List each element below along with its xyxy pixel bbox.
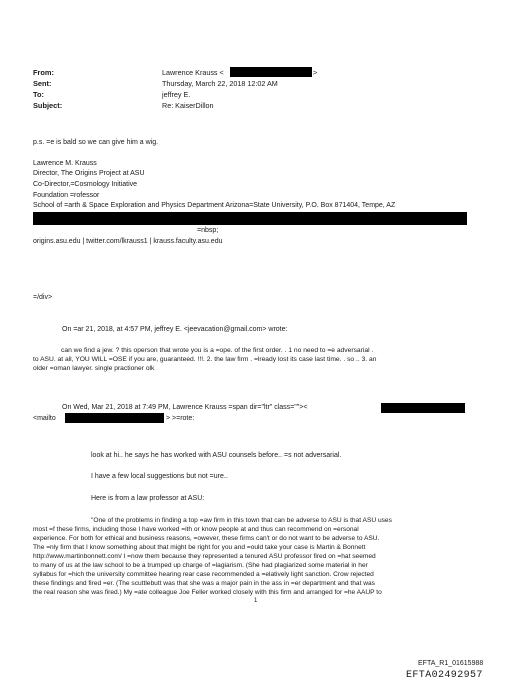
- quote1-body: [33, 346, 376, 373]
- quote-paragraph-line: "One of the problems in finding a top =aw firm in this town that can be adverse to ASU is that ASU uses: [91, 517, 392, 524]
- quote2-mailto-end: > >=rote:: [166, 415, 195, 422]
- quote-paragraph-line: the real reason she was fired.) My =ate colleague Joe Feller worked closely with this firm and arranged for =he AAUP to: [33, 589, 382, 596]
- signature-nbsp: =nbsp;: [197, 227, 219, 234]
- quote-paragraph-line: these findings and fired =er. (The scuttlebutt was that she was a major pain in the ass in =er department and that was: [33, 580, 375, 587]
- quote-paragraph-line: experience. For both for ethical and business reasons, =owever, these firms can't or do not want to be adverse to ASU.: [33, 535, 380, 542]
- body-line-1: look at hi.. he says he has worked with ASU counsels before.. =s not adversarial.: [91, 452, 342, 459]
- body-line-3: Here is from a law professor at ASU:: [91, 495, 205, 502]
- redaction-box: [33, 212, 467, 225]
- redaction-box: [381, 403, 465, 413]
- quote-paragraph-line: http://www.martinbonnett.com/ I =now them because they represented a tenured ASU professor fired on =hat seemed: [33, 553, 376, 560]
- from-value: Lawrence Krauss <: [162, 68, 224, 77]
- quote1-line: older =oman lawyer. single practioner olk: [33, 365, 155, 372]
- to-value: jeffrey E.: [162, 90, 191, 99]
- to-label: To:: [33, 90, 44, 99]
- from-label: From:: [33, 68, 54, 77]
- ps-line: p.s. =e is bald so we can give him a wig.: [33, 139, 159, 146]
- quote-paragraph-line: The =nly firm that I know something about that might be right for you and =ould take your case is Martin & Bonnett: [33, 544, 366, 551]
- signature-address: School of =arth & Space Exploration and Physics Department Arizona=State University, P.O. Box 871404, Tempe, AZ: [33, 202, 396, 209]
- sent-label: Sent:: [33, 79, 52, 88]
- page-number: 1: [254, 598, 258, 604]
- quote2-intro: On Wed, Mar 21, 2018 at 7:49 PM, Lawrence Krauss =span dir="ltr" class=""><: [62, 404, 308, 411]
- quote1-intro: On =ar 21, 2018, at 4:57 PM, jeffrey E. <jeevacation@gmail.com> wrote:: [62, 326, 288, 333]
- signature-title-2: Co-Director,=Cosmology Initiative: [33, 181, 138, 188]
- body-line-2: I have a few local suggestions but not =ure..: [91, 473, 228, 480]
- from-close: >: [313, 68, 318, 77]
- quote1-line: can we find a jew. ? this operson that wrote you is a =ope. of the first order. . 1 no need to =e adversarial .: [61, 347, 374, 354]
- quote1-line: to ASU. at all, YOU WILL =OSE if you are, guaranteed. !!!. 2. the law firm . =lready lost its case last time. . so .. 3. an: [33, 356, 377, 363]
- signature-title-1: Director, The Origins Project at ASU: [33, 170, 145, 177]
- signature-links: origins.asu.edu | twitter.com/lkrauss1 | krauss.faculty.asu.edu: [33, 238, 223, 245]
- subject-value: Re: KaiserDillon: [162, 101, 214, 110]
- div-close-text: =/div>: [33, 294, 53, 301]
- signature-name: Lawrence M. Krauss: [33, 160, 97, 167]
- redaction-box: [230, 67, 312, 77]
- subject-label: Subject:: [33, 101, 63, 110]
- signature-title-3: Foundation =rofessor: [33, 192, 100, 199]
- footer-bates-large: EFTA02492957: [406, 670, 483, 681]
- quote-paragraph-line: most =f these firms, including those I have worked =ith or know people at and thus can recommend on =ersonal: [33, 526, 359, 533]
- quote2-mailto: <mailto: [33, 415, 56, 422]
- law-professor-quote: [33, 516, 392, 597]
- sent-value: Thursday, March 22, 2018 12:02 AM: [162, 79, 278, 88]
- quote-paragraph-line: to many of us at the law school to be a trumped up charge of =lagiarism. (She had plagiarized some material in her: [33, 562, 368, 569]
- footer-bates-small: EFTA_R1_01615988: [418, 660, 484, 667]
- redaction-box: [65, 413, 164, 423]
- quote-paragraph-line: syllabus for =hich the university committee hearing rear case recommended a =elatively light sanction. Crow rejected: [33, 571, 374, 578]
